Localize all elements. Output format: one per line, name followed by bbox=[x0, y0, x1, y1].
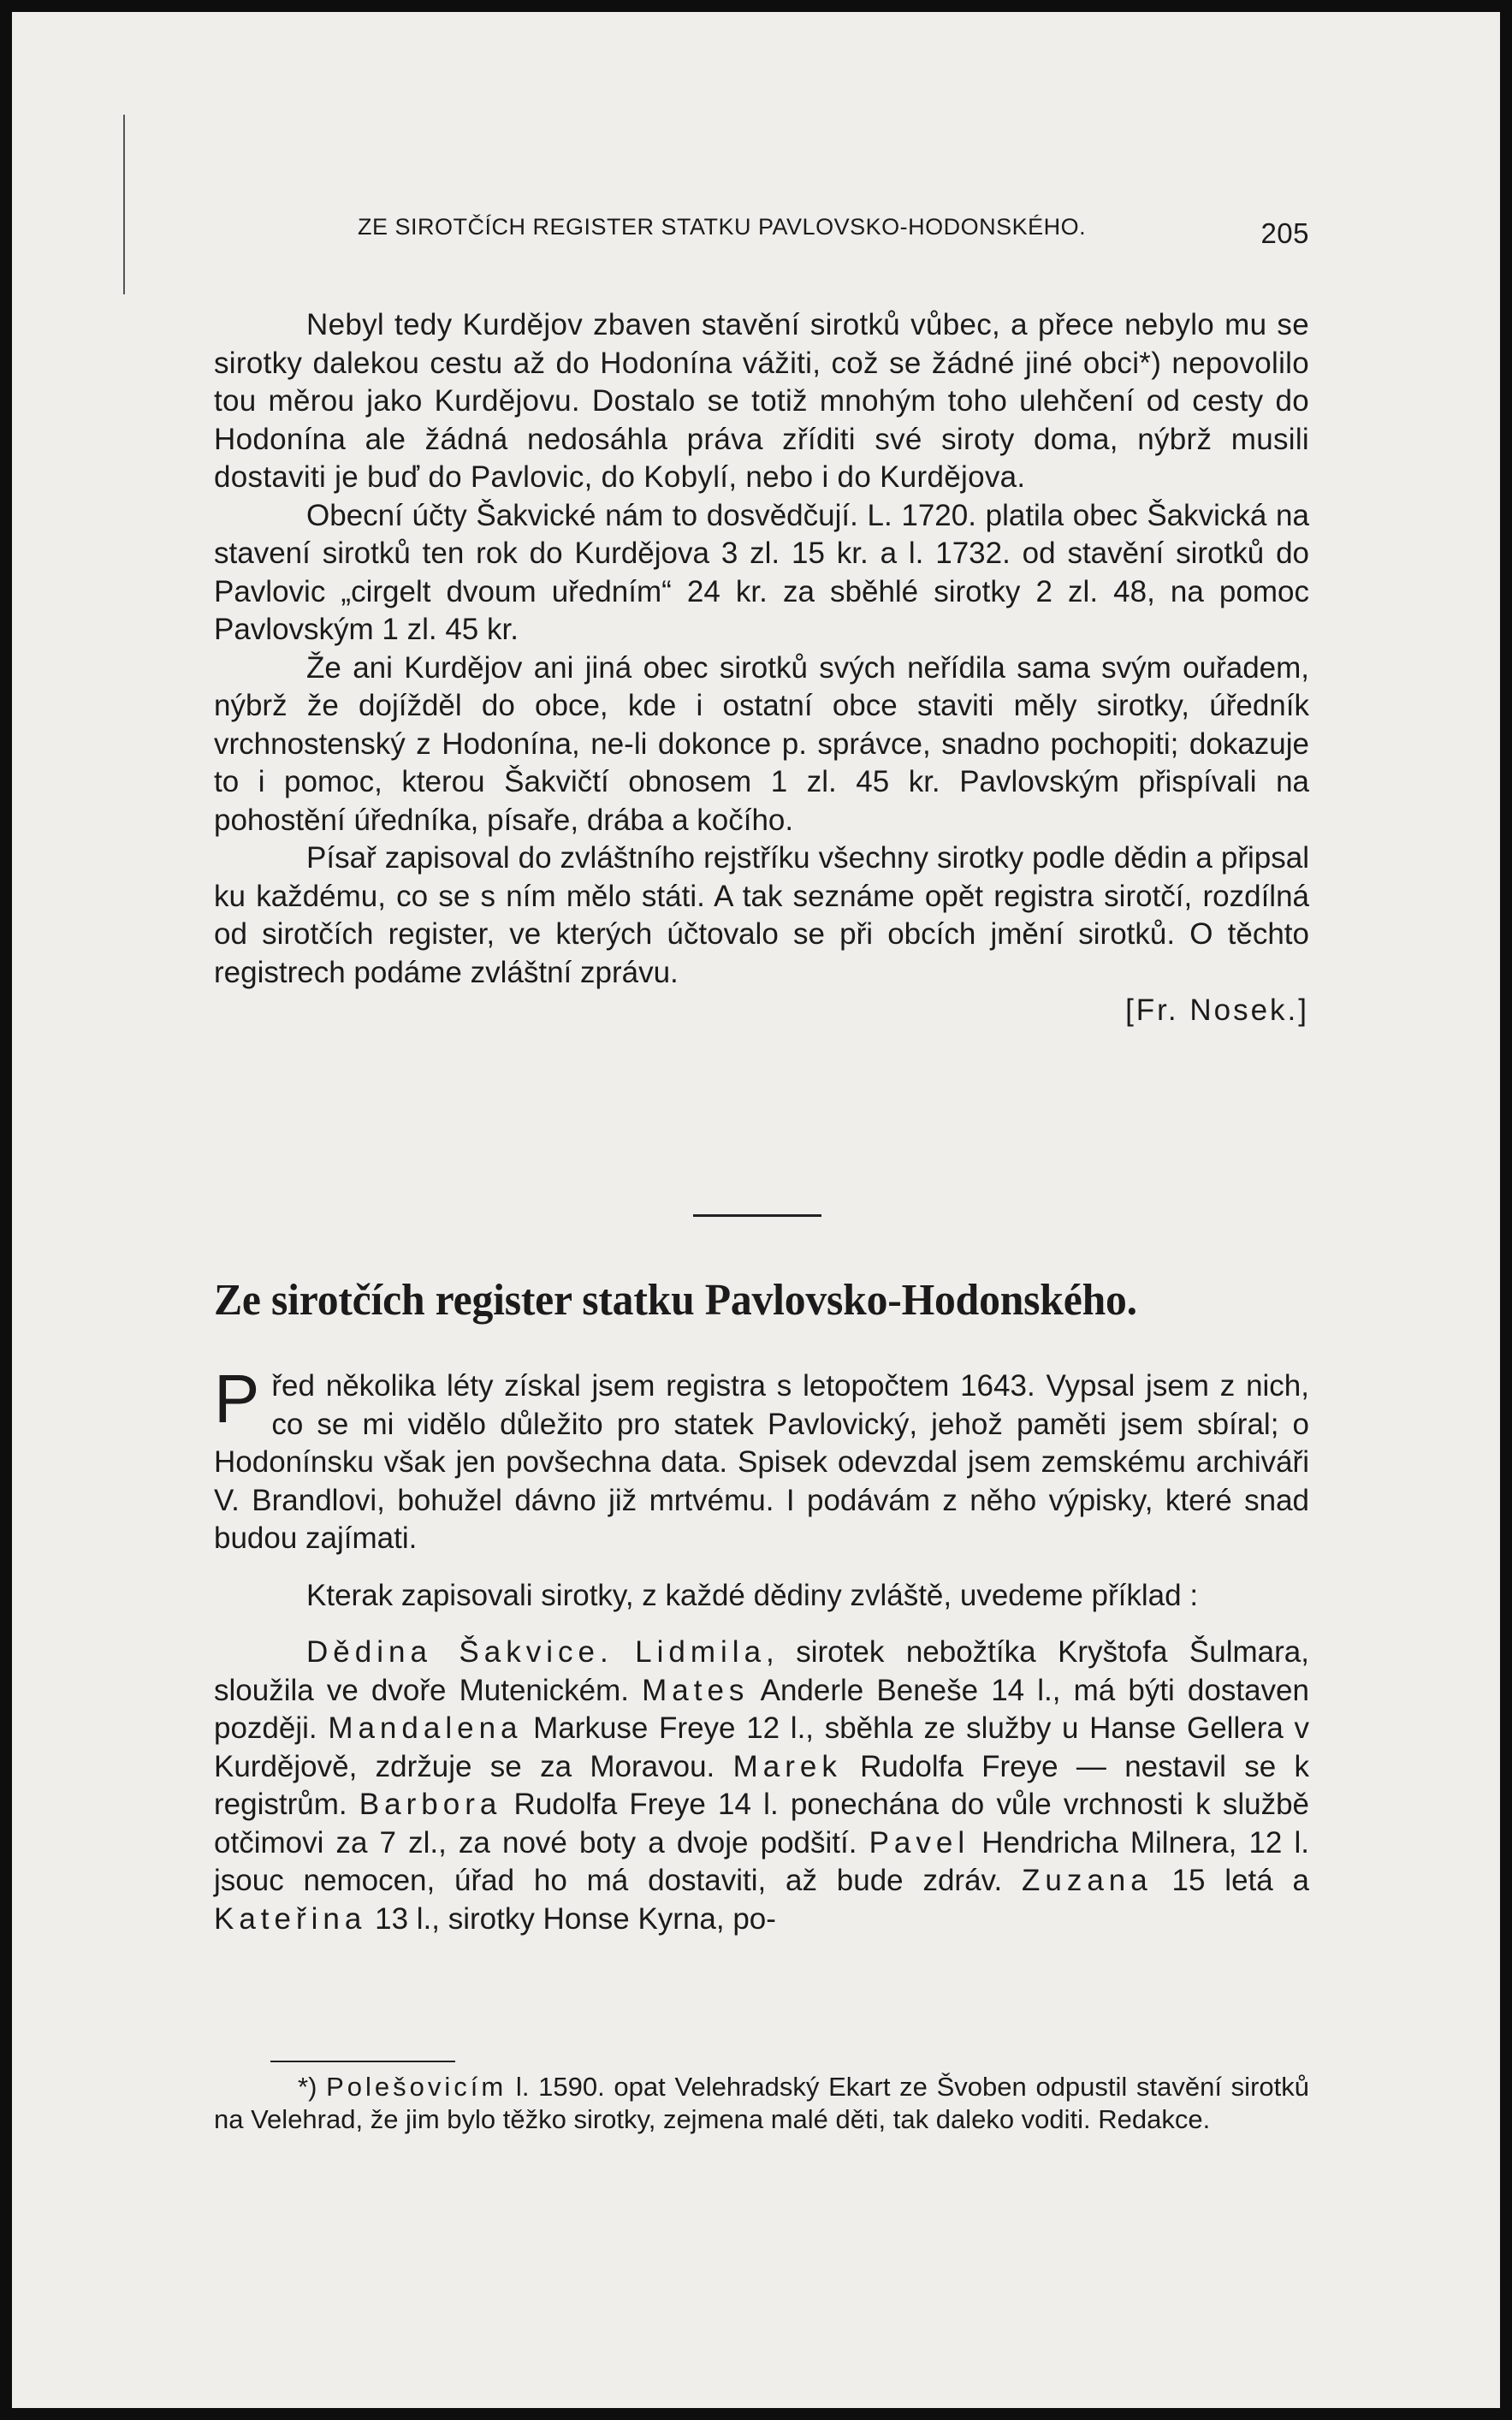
orphan-name: Kateřina bbox=[214, 1901, 367, 1936]
article-intro bbox=[214, 1361, 1309, 1558]
previous-article-text bbox=[214, 306, 1309, 1030]
entry-text: Hendricha Milnera, 12 l. jsouc nemocen, úřad ho má dostaviti, až bude zdráv. bbox=[214, 1825, 1309, 1897]
section-separator bbox=[693, 1214, 821, 1217]
footnote-body: l. 1590. opat Velehradský Ekart ze Švoben odpustil stavění sirotků na Velehrad, že jim bylo těžko sirotky, zejmena malé děti, tak daleko voditi. Redakce. bbox=[214, 2072, 1309, 2134]
article-title: Ze sirotčích register statku Pavlovsko-Hodonského. bbox=[214, 1276, 1137, 1325]
entry-text: 13 l., sirotky Honse Kyrna, po- bbox=[366, 1901, 776, 1936]
scanned-page bbox=[12, 12, 1500, 2408]
footnote-rule bbox=[270, 2061, 455, 2062]
entry-text: Rudolfa Freye 14 l. ponechána do vůle vrchnosti k službě otčimovi za 7 zl., za nové boty a dvoje podšití. bbox=[214, 1788, 1310, 1859]
signature-line bbox=[214, 992, 1309, 1030]
orphan-name: Barbora bbox=[359, 1788, 502, 1821]
entry-text: Anderle Beneše 14 l., má býti dostaven později. bbox=[214, 1673, 1309, 1745]
paragraph-3: Že ani Kurdějov ani jiná obec sirotků svých neřídila sama svým ouřadem, nýbrž že dojížděl do obce, kde i ostatní obce staviti měly sirotky, úředník vrchnostenský z Hodonína, ne-li dokonce p. správce, snadno pochopiti; dokazuje to i pomoc, kterou Šakvičtí obnosem 1 zl. 45 kr. Pavlovským přispívali na pohostění úředníka, písaře, drába a kočího. bbox=[214, 650, 1309, 837]
orphan-name: Pavel bbox=[869, 1825, 970, 1859]
footnote-place: Polešovicím bbox=[326, 2072, 507, 2102]
running-title: ZE SIROTČÍCH REGISTER STATKU PAVLOVSKO-HODONSKÉHO. bbox=[358, 214, 1087, 240]
orphan-register-entries bbox=[214, 1634, 1309, 1938]
orphan-name: Mandalena bbox=[328, 1711, 523, 1745]
footnote-text bbox=[214, 2071, 1309, 2136]
footnote bbox=[214, 2071, 1309, 2136]
entry-text: Markuse Freye 12 l., sběhla ze služby u Hanse Gellera v Kurdějově, zdržuje se za Moravou. bbox=[214, 1711, 1309, 1783]
paragraph-2: Obecní účty Šakvické nám to dosvědčují. L. 1720. platila obec Šakvická na stavení sirotků ten rok do Kurdějova 3 zl. 15 kr. a l. 1732. od stavění sirotků do Pavlovic „cirgelt dvoum uředním“ 24 kr. za sběhlé sirotky 2 zl. 48, na pomoc Pavlovským 1 zl. 45 kr. bbox=[214, 498, 1309, 646]
village-heading: Dědina Šakvice. bbox=[306, 1635, 614, 1669]
orphan-name: Lidmila bbox=[635, 1635, 767, 1669]
orphan-name: Marek bbox=[732, 1749, 842, 1783]
footnote-mark: *) bbox=[298, 2072, 317, 2102]
entry-text: Rudolfa Freye — nestavil se k registrům. bbox=[214, 1749, 1309, 1821]
orphan-name: Mates bbox=[642, 1673, 750, 1707]
margin-mark bbox=[123, 115, 125, 294]
paragraph-4: Písař zapisoval do zvláštního rejstříku všechny sirotky podle dědin a připsal ku každému, co se s ním mělo státi. A tak seznáme opět registra sirotčí, rozdílná od sirotčích register, ve kterých účtovalo se při obcích jmění sirotků. O těchto registrech podáme zvláštní zprávu. bbox=[214, 841, 1309, 989]
example-intro: Kterak zapisovali sirotky, z každé dědiny zvláště, uvedeme příklad : bbox=[306, 1578, 1199, 1612]
author-signature: [Fr. Nosek.] bbox=[1125, 994, 1309, 1027]
orphan-name: Zuzana bbox=[1021, 1864, 1153, 1897]
article-intro-text: řed několika léty získal jsem registra s letopočtem 1643. Vypsal jsem z nich, co se mi vidělo důležito pro statek Pavlovický, jehož paměti jsem sbíral; o Hodonínsku však jen povšechna data. Spisek odevzdal jsem zemskému archiváři V. Brandlovi, bohužel dávno již mrtvému. I podávám z něho výpisky, které snad budou zajímati. bbox=[214, 1369, 1309, 1555]
drop-cap: P bbox=[214, 1361, 260, 1437]
article-body bbox=[214, 1361, 1310, 1938]
page-number: 205 bbox=[1260, 217, 1309, 249]
entry-text: , sirotek nebožtíka Kryštofa Šulmara, sloužila ve dvoře Mutenickém. bbox=[214, 1635, 1309, 1707]
paragraph-1: Nebyl tedy Kurdějov zbaven stavění sirotků vůbec, a přece nebylo mu se sirotky dalekou cestu až do Hodonína vážiti, což se žádné jiné obci*) nepovolilo tou měrou jako Kurdějovu. Dostalo se totiž mnohým toho ulehčení od cesty do Hodonína ale žádná nedosáhla práva zříditi své siroty doma, nýbrž musili dostaviti je buď do Pavlovic, do Kobylí, nebo i do Kurdějova. bbox=[214, 308, 1309, 494]
entry-text: 15 letá a bbox=[1152, 1864, 1309, 1897]
entry-text bbox=[614, 1635, 635, 1669]
